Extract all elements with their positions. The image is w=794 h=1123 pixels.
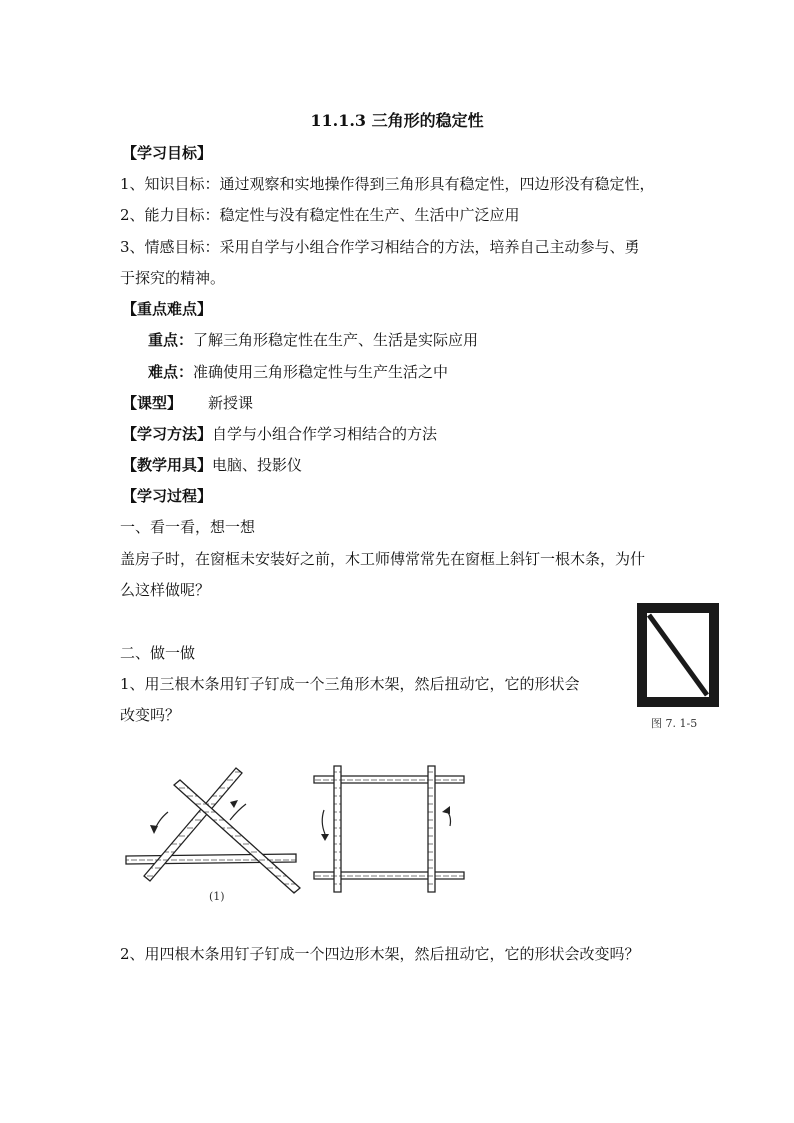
part1-text-line2: 么这样做呢？	[120, 581, 211, 599]
difficult-point	[148, 362, 448, 382]
window-frame-figure	[637, 603, 719, 707]
key-point-label: 重点：	[148, 331, 194, 349]
square-frame	[314, 766, 464, 892]
difficult-point-text: 准确使用三角形稳定性与生产生活之中	[193, 363, 449, 381]
difficult-point-label: 难点：	[148, 363, 194, 381]
question1-line2: 改变吗？	[120, 706, 181, 724]
triangle-frame	[126, 768, 300, 893]
keypoints-heading: 【重点难点】	[122, 300, 213, 318]
window-frame-drawing	[637, 603, 719, 707]
window-figure-caption: 图 7. 1-5	[651, 717, 698, 730]
teaching-tools-heading: 【教学用具】	[122, 456, 213, 474]
process-heading: 【学习过程】	[122, 487, 213, 505]
objective-3-line2: 于探究的精神。	[120, 269, 226, 287]
lesson-type-heading: 【课型】	[122, 394, 183, 412]
lesson-type	[122, 393, 253, 413]
part1-text-line1: 盖房子时，在窗框未安装好之前，木工师傅常常先在窗框上斜钉一根木条，为什	[120, 550, 646, 568]
objective-2: 2、能力目标：稳定性与没有稳定性在生产、生活中广泛应用	[120, 206, 520, 224]
triangle-figure-caption: (1)	[209, 890, 225, 903]
objective-3-line1: 3、情感目标：采用自学与小组合作学习相结合的方法，培养自己主动参与、勇	[120, 238, 640, 256]
learning-method-value: 自学与小组合作学习相结合的方法	[212, 425, 438, 443]
objective-1: 1、知识目标：通过观察和实地操作得到三角形具有稳定性，四边形没有稳定性，	[120, 175, 655, 193]
key-point-text: 了解三角形稳定性在生产、生活是实际应用	[193, 331, 479, 349]
wooden-frames-drawing	[118, 760, 488, 910]
teaching-tools-value: 电脑、投影仪	[212, 456, 303, 474]
page-title: 11.1.3 三角形的稳定性	[310, 111, 484, 130]
objectives-heading: 【学习目标】	[122, 144, 213, 162]
question2: 2、用四根木条用钉子钉成一个四边形木架，然后扭动它，它的形状会改变吗？	[120, 945, 640, 963]
key-point	[148, 330, 478, 350]
lesson-type-value: 新授课	[208, 394, 254, 412]
part2-heading: 二、做一做	[120, 644, 196, 662]
learning-method	[122, 424, 437, 444]
learning-method-heading: 【学习方法】	[122, 425, 213, 443]
part1-heading: 一、看一看，想一想	[120, 518, 256, 536]
teaching-tools	[122, 455, 302, 475]
frames-figure	[118, 760, 488, 910]
question1-line1: 1、用三根木条用钉子钉成一个三角形木架，然后扭动它，它的形状会	[120, 675, 580, 693]
